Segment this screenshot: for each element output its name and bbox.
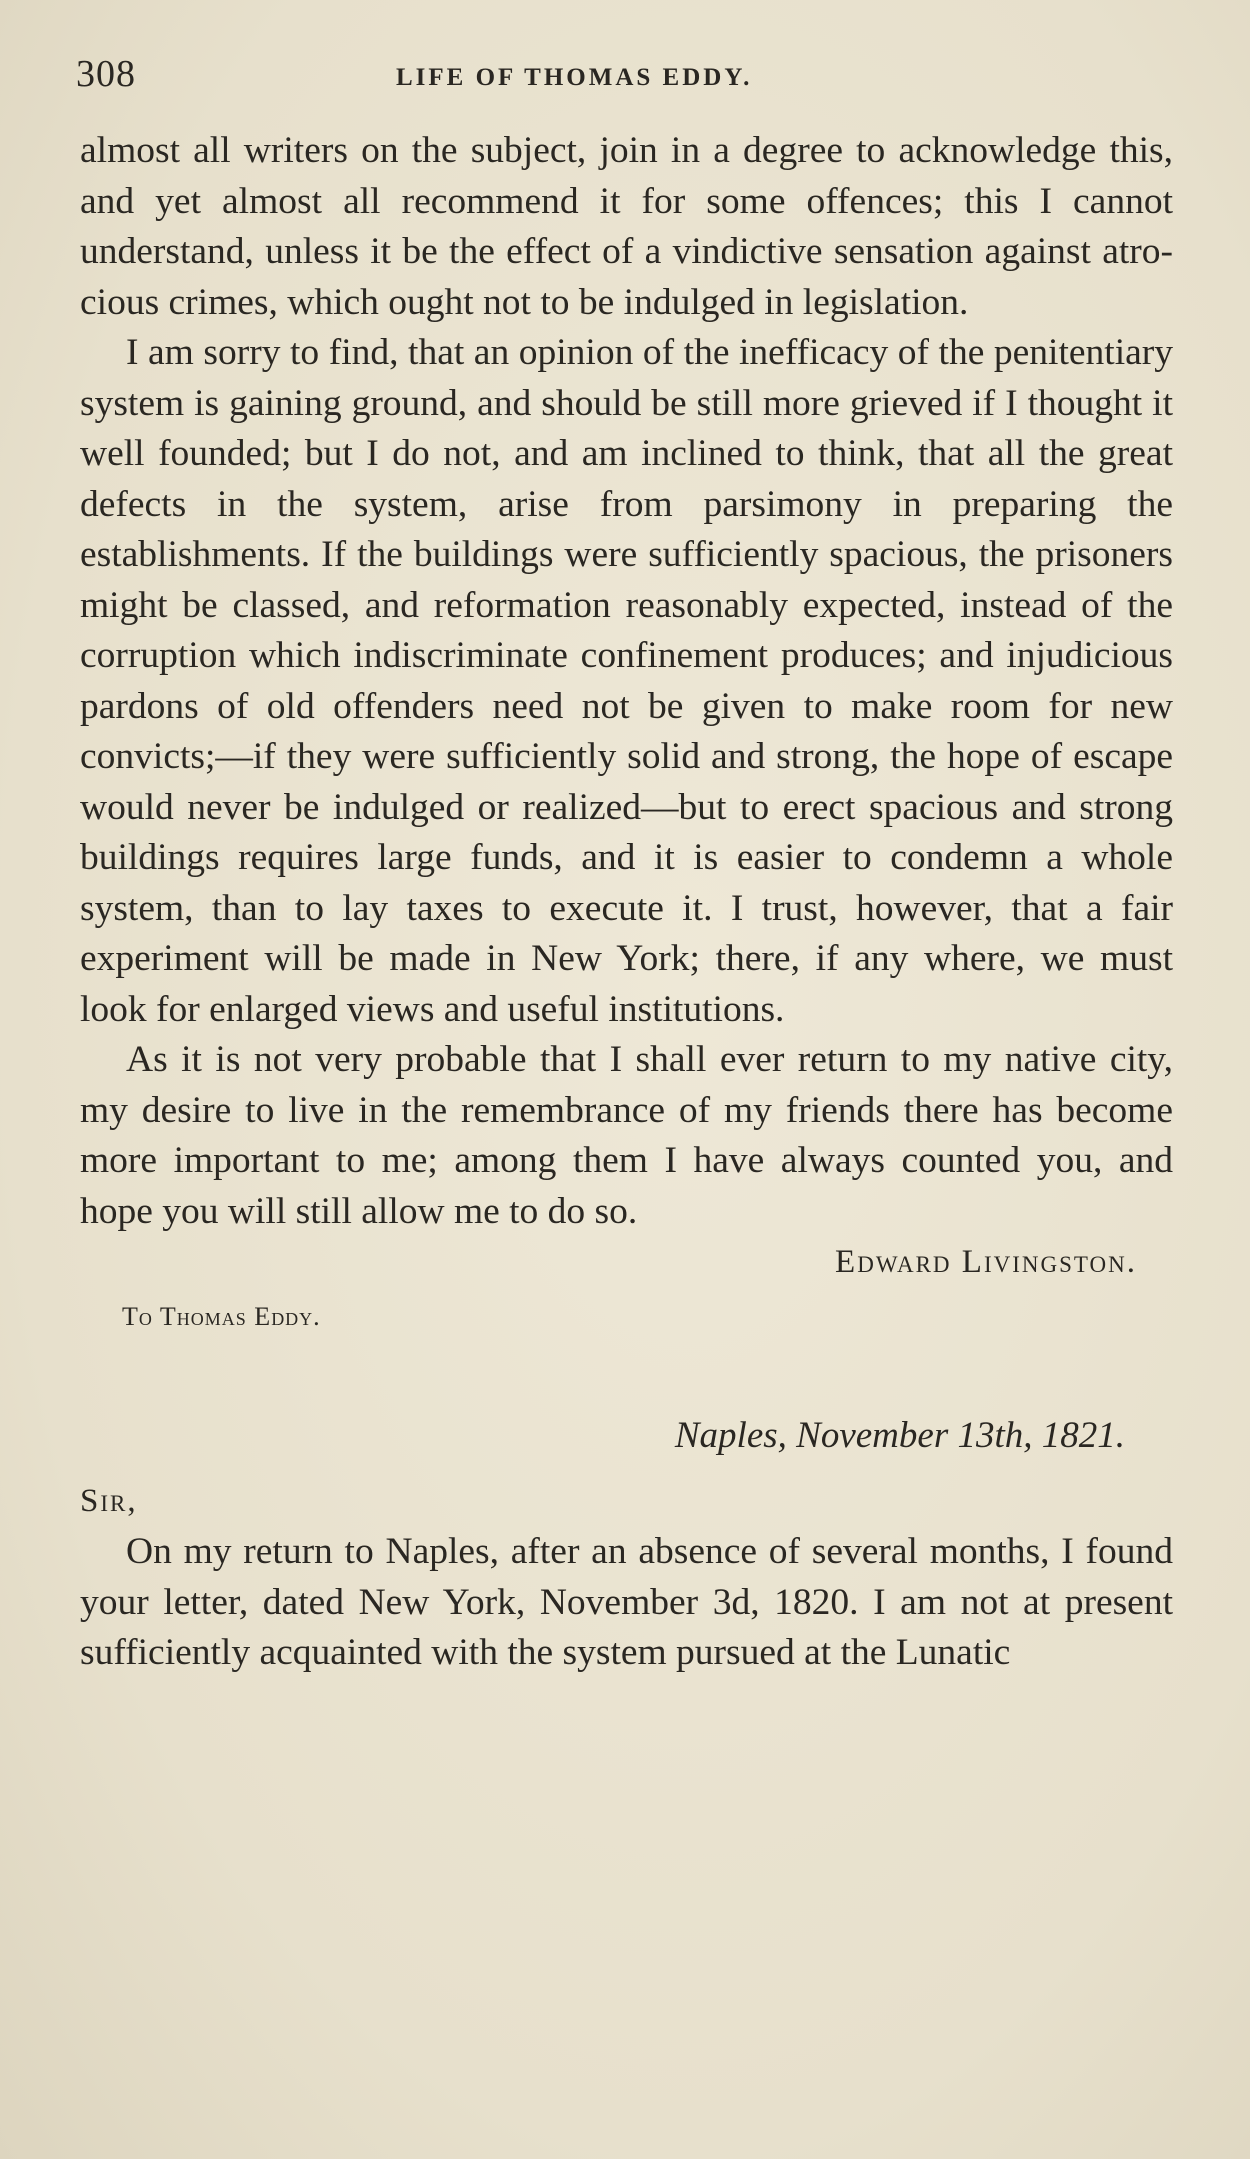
body-text bbox=[80, 126, 1173, 1679]
signature: Edward Livingston. bbox=[835, 1244, 1137, 1280]
dateline: Naples, November 13th, 1821. bbox=[674, 1415, 1125, 1456]
running-head: LIFE OF THOMAS EDDY. bbox=[396, 64, 753, 91]
page-header bbox=[76, 52, 1176, 102]
paragraph-penitentiary: I am sorry to find, that an opinion of the inefficacy of the penitentiary system is gaining ground, and should be still more grieved if I thought it well founded; but I do not, and am inclined to think, that all the great defects in the system, arise from parsimony in preparing the establishments. If the buildings were sufficiently spacious, the prisoners might be classed, and reformation reasonably expected, instead of the corruption which indiscriminate confinement produces; and injudicious pardons of old offenders need not be given to make room for new convicts;—if they were sufficiently solid and strong, the hope of escape would never be indulged or realized—but to erect spacious and strong buildings requires large funds, and it is easier to condemn a whole system, than to lay taxes to execute it. I trust, however, that a fair experiment will be made in New York; there, if any where, we must look for enlarged views and useful institutions. bbox=[80, 332, 1173, 1030]
addressee: To Thomas Eddy. bbox=[122, 1302, 321, 1331]
page-number: 308 bbox=[76, 53, 136, 95]
paragraph-continuation: almost all writers on the subject, join in a degree to acknowledge this, and yet almost all recommend it for some offences; this I cannot understand, unless it be the effect of a vindictive sensation against atrocious crimes, which ought not to be indulged in legislation. bbox=[80, 130, 1173, 323]
paragraph-native-city: As it is not very probable that I shall ever return to my native city, my desire to live in the remembrance of my friends there has become more important to me; among them I have always counted you, and hope you will still allow me to do so. bbox=[80, 1039, 1173, 1232]
paragraph-naples-letter: On my return to Naples, after an absence of several months, I found your letter, dated New York, November 3d, 1820. I am not at present sufficiently acquainted with the system pursued at the Lunatic bbox=[80, 1531, 1173, 1673]
salutation: Sir, bbox=[80, 1483, 138, 1519]
